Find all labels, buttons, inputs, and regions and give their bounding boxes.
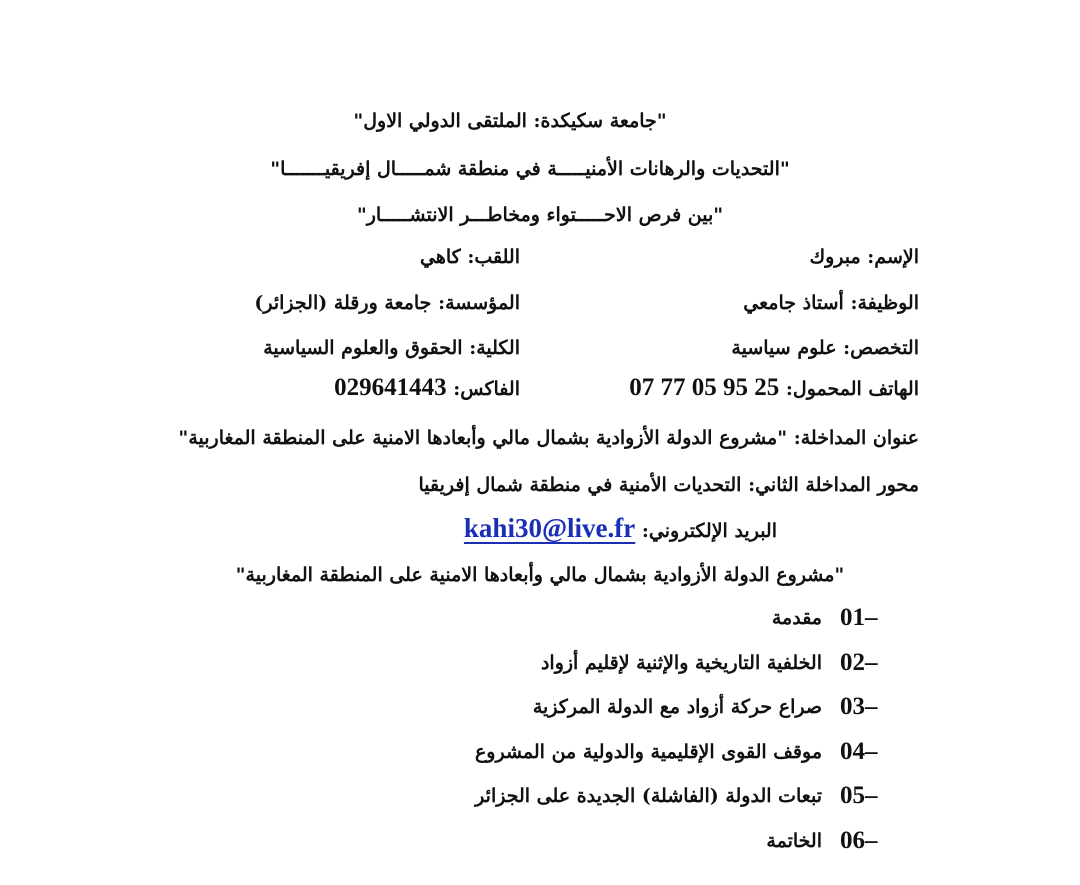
mobile-label: الهاتف المحمول: bbox=[785, 378, 919, 400]
surname-value: كاهي bbox=[420, 246, 461, 268]
specialty-value: علوم سياسية bbox=[731, 337, 837, 359]
specialty-label: التخصص: bbox=[843, 337, 919, 359]
email-link[interactable]: kahi30@live.fr bbox=[463, 513, 636, 543]
institution-value: جامعة ورقلة (الجزائر) bbox=[254, 292, 432, 314]
conference-subtheme: "بين فرص الاحـــــتواء ومخاطـــر الانتشـــــار" bbox=[356, 204, 724, 226]
institution-field bbox=[254, 289, 520, 317]
outline-number: 05– bbox=[840, 782, 878, 809]
conference-theme: "التحديات والرهانات الأمنيـــــة في منطقة شمـــــال إفريقيـــــــا" bbox=[270, 158, 790, 180]
outline-number: 04– bbox=[840, 738, 878, 765]
outline-number: 02– bbox=[840, 649, 878, 676]
outline-item: الخلفية التاريخية والإثنية لإقليم أزواد bbox=[540, 652, 822, 674]
presentation-title-label: عنوان المداخلة: bbox=[793, 427, 919, 449]
surname-label: اللقب: bbox=[467, 246, 520, 268]
outline-item: مقدمة bbox=[771, 607, 822, 629]
outline-number: 03– bbox=[840, 693, 878, 720]
name-label: الإسم: bbox=[867, 246, 919, 268]
faculty-value: الحقوق والعلوم السياسية bbox=[263, 337, 463, 359]
outline-item: تبعات الدولة (الفاشلة) الجديدة على الجزائر bbox=[475, 785, 822, 807]
presentation-axis-value: التحديات الأمنية في منطقة شمال إفريقيا bbox=[418, 474, 742, 496]
presentation-axis bbox=[418, 471, 919, 499]
faculty-label: الكلية: bbox=[469, 337, 520, 359]
job-field bbox=[743, 289, 919, 317]
outline-number: 06– bbox=[840, 827, 878, 854]
fax-field bbox=[334, 374, 520, 403]
outline-item: الخاتمة bbox=[766, 830, 822, 852]
email-label: البريد الإلكتروني: bbox=[641, 520, 777, 542]
mobile-value: 07 77 05 95 25 bbox=[629, 374, 780, 401]
name-value: مبروك bbox=[809, 246, 861, 268]
email-field bbox=[464, 514, 777, 545]
job-value: أستاذ جامعي bbox=[743, 292, 844, 314]
surname-field bbox=[420, 243, 520, 271]
fax-label: الفاكس: bbox=[453, 378, 520, 400]
specialty-field bbox=[731, 334, 919, 362]
presentation-axis-label: محور المداخلة الثاني: bbox=[748, 474, 919, 496]
outline-number: 01– bbox=[840, 604, 878, 631]
outline-item: صراع حركة أزواد مع الدولة المركزية bbox=[532, 696, 822, 718]
fax-value: 029641443 bbox=[334, 374, 447, 401]
presentation-title-value: "مشروع الدولة الأزوادية بشمال مالي وأبعادها الامنية على المنطقة المغاربية" bbox=[178, 427, 788, 449]
presentation-title bbox=[178, 424, 919, 452]
faculty-field bbox=[263, 334, 520, 362]
outline-item: موقف القوى الإقليمية والدولية من المشروع bbox=[474, 741, 822, 763]
institution-label: المؤسسة: bbox=[438, 292, 520, 314]
quoted-title: "مشروع الدولة الأزوادية بشمال مالي وأبعادها الامنية على المنطقة المغاربية" bbox=[235, 564, 845, 586]
name-field bbox=[809, 243, 919, 271]
job-label: الوظيفة: bbox=[850, 292, 919, 314]
conference-title: "جامعة سكيكدة: الملتقى الدولي الاول" bbox=[353, 110, 667, 132]
mobile-field bbox=[629, 374, 919, 403]
